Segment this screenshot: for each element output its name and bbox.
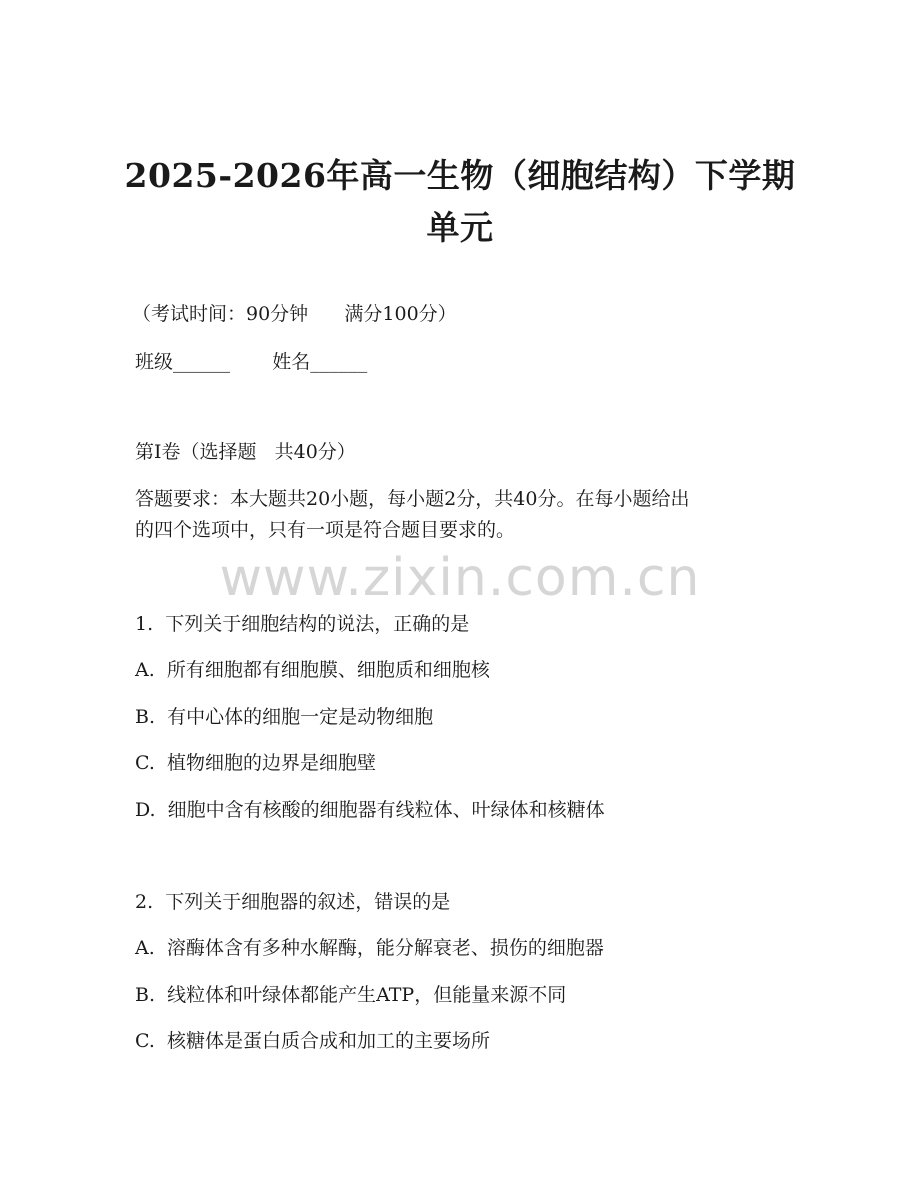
section-header: 第Ⅰ卷（选择题 共40分） xyxy=(135,441,356,463)
instructions-line-1: 答题要求：本大题共20小题，每小题2分，共40分。在每小题给出 xyxy=(135,488,690,510)
question-1-stem: 1. 下列关于细胞结构的说法，正确的是 xyxy=(135,613,470,635)
question-2-stem: 2. 下列关于细胞器的叙述，错误的是 xyxy=(135,891,451,913)
document-title xyxy=(0,150,920,254)
question-2-option-a: A. 溶酶体含有多种水解酶，能分解衰老、损伤的细胞器 xyxy=(135,937,604,959)
exam-info: （考试时间：90分钟 满分100分） xyxy=(132,303,457,325)
title-line-1: 2025-2026年高一生物（细胞结构）下学期 xyxy=(124,156,796,195)
question-1-option-b: B. 有中心体的细胞一定是动物细胞 xyxy=(135,706,434,728)
instructions-line-2: 的四个选项中，只有一项是符合题目要求的。 xyxy=(135,519,516,541)
question-1-option-d: D. 细胞中含有核酸的细胞器有线粒体、叶绿体和核糖体 xyxy=(135,799,605,821)
watermark: www.zixin.com.cn xyxy=(219,548,701,608)
question-2-option-c: C. 核糖体是蛋白质合成和加工的主要场所 xyxy=(135,1030,490,1052)
title-line-2: 单元 xyxy=(426,208,494,247)
student-fields: 班级______ 姓名______ xyxy=(135,351,368,373)
question-1-option-a: A. 所有细胞都有细胞膜、细胞质和细胞核 xyxy=(135,659,490,681)
question-1-option-c: C. 植物细胞的边界是细胞壁 xyxy=(135,752,376,774)
question-2-option-b: B. 线粒体和叶绿体都能产生ATP，但能量来源不同 xyxy=(135,984,567,1006)
